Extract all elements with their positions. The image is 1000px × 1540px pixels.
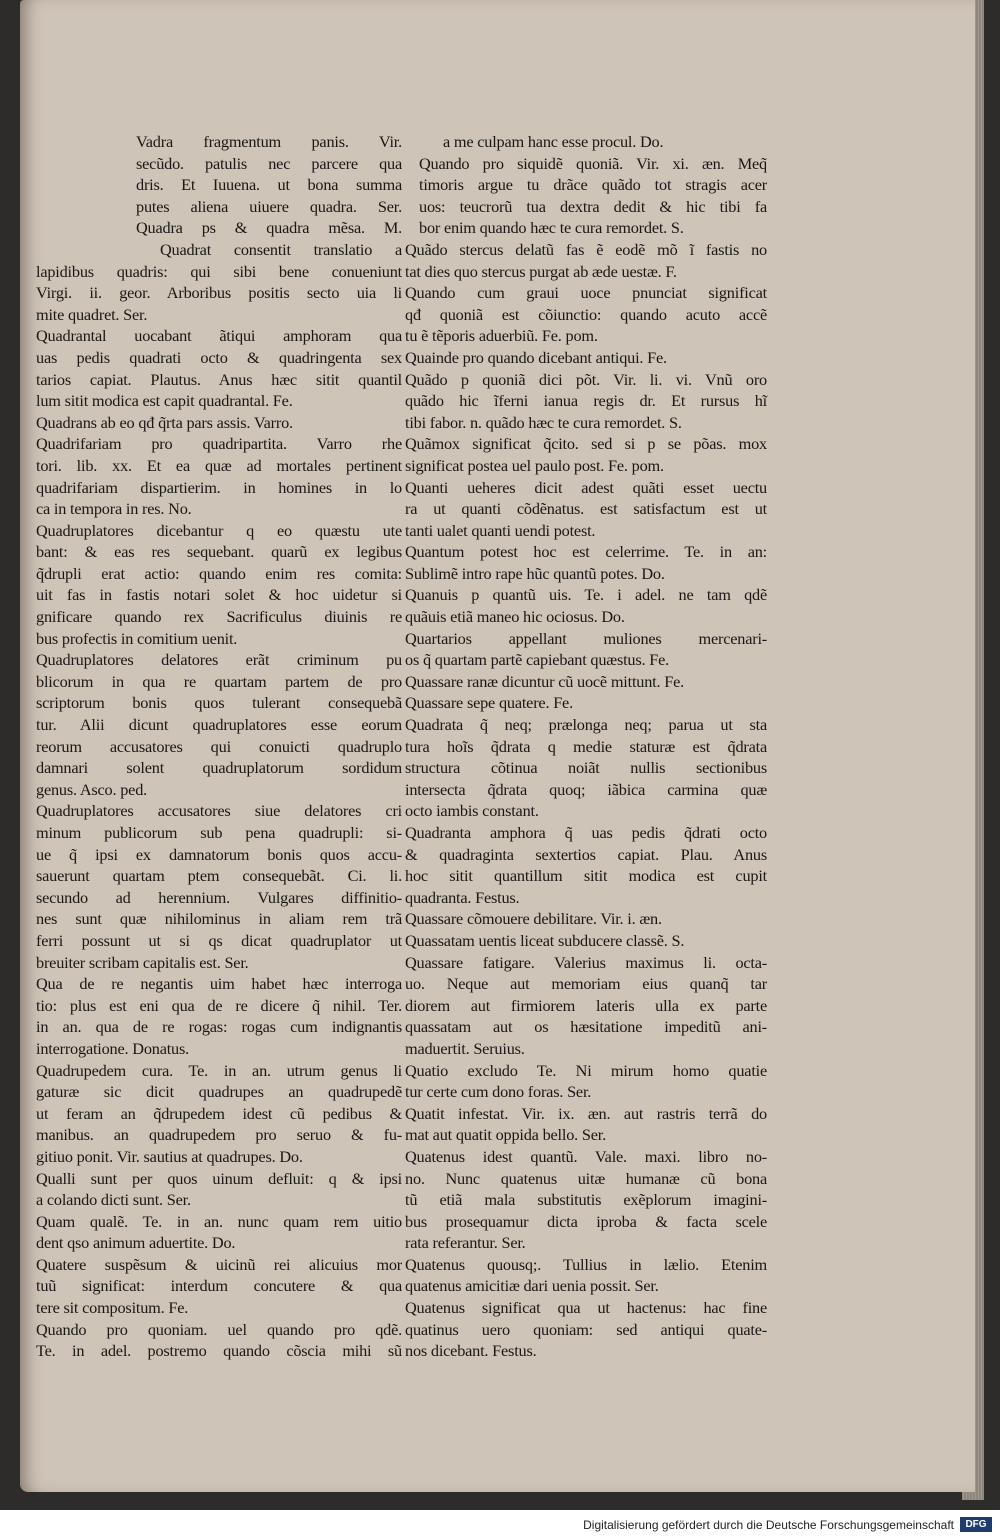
text-line: nos dicebant. Festus. [405,1341,537,1361]
text-line: scriptorum bonis quos tulerant consequebã [36,693,402,713]
text-line: Quadra ps & quadra mẽsa. M. [136,218,402,238]
text-line: bant: & eas res sequebant. quarũ ex legibus [36,542,402,562]
text-line: timoris argue tu drãce quãdo tot stragis acer [419,175,767,195]
text-line: tu ẽ tẽporis aduerbiũ. Fe. pom. [405,326,598,346]
dfg-logo: DFG [960,1517,992,1532]
text-line: ra ut quanti cõdẽnatus. est satisfactum est ut [405,499,767,519]
text-line: manibus. an quadrupedem pro seruo & fu- [36,1125,402,1145]
text-line: maduertit. Seruius. [405,1038,525,1058]
text-line: secundo ad herennium. Vulgares diffinitio- [36,887,402,907]
text-line: damnari solent quadruplatorum sordidum [36,758,402,778]
footer-credit: Digitalisierung gefördert durch die Deutsche Forschungsgemeinschaft [583,1518,954,1532]
footer-bar [0,1510,1000,1540]
text-line: Sublimẽ intro rape hũc quantũ potes. Do. [405,563,665,583]
text-line: dent qso animum aduertite. Do. [36,1233,236,1253]
text-line: tere sit compositum. Fe. [36,1298,189,1318]
text-line: Quando cum graui uoce pnunciat significat [405,283,767,303]
text-line: qđ quoniã est cõiunctio: quando acuto accẽ [405,304,767,324]
text-line: tur. Alii dicunt quadruplatores esse eorum [36,715,402,735]
text-line: Quadruplatores delatores erãt criminum pu [36,650,402,670]
text-line: genus. Asco. ped. [36,779,148,799]
text-line: secũdo. patulis nec parcere qua [136,153,402,173]
text-line: gnificare quando rex Sacrificulus diuinis re [36,607,402,627]
text-line: os q̃ quartam partẽ capiebant quæstus. Fe. [405,650,669,670]
text-line: tio: plus est eni qua de re dicere q̃ nihil. Ter. [36,995,402,1015]
text-line: uas pedis quadrati octo & quadringenta sex [36,347,402,367]
text-line: Quatere suspẽsum & uicinũ rei alicuius mor [36,1254,402,1274]
text-line: Quadruplatores dicebantur q eo quæstu ute [36,520,402,540]
text-line: tuũ significat: interdum concutere & qua [36,1276,402,1296]
text-line: quadrifariam dispartierim. in homines in lo [36,477,402,497]
text-line: Quando pro quoniam. uel quando pro qdẽ. [36,1319,402,1339]
text-line: Quassare fatigare. Valerius maximus li. octa- [405,952,767,972]
text-line: tur certe cum dono foras. Ser. [405,1082,592,1102]
text-line: rata referantur. Ser. [405,1233,526,1253]
text-line: diorem aut firmiorem lateris ulla ex parte [405,995,767,1015]
text-line: Quadrans ab eo qđ q̃rta pars assis. Varro. [36,412,293,432]
text-line: Quadrantal uocabant ãtiqui amphoram qua [36,326,402,346]
text-line: no. Nunc quatenus uitæ humanæ cũ bona [405,1168,767,1188]
text-line: Quassatam uentis liceat subducere classẽ. S. [405,930,685,950]
text-line: a colando dicti sunt. Ser. [36,1190,191,1210]
text-line: octo iambis constant. [405,801,539,821]
text-line: ca in tempora in res. No. [36,499,192,519]
text-line: lapidibus quadris: qui sibi bene conueniunt [36,261,402,281]
text-line: tori. lib. xx. Et ea quæ ad mortales pertinent [36,455,402,475]
text-line: Quassare ranæ dicuntur cũ uocẽ mittunt. Fe. [405,671,684,691]
text-line: putes aliena uiuere quadra. Ser. [136,196,402,216]
text-line: Qua de re negantis uim habet hæc interroga [36,974,402,994]
text-line: Quanuis p quantũ uis. Te. i adel. ne tam qdẽ [405,585,767,605]
text-line: Quadrata q̃ neq; prælonga neq; parua ut sta [405,715,767,735]
text-line: ue q̃ ipsi ex damnatorum bonis quos accu- [36,844,402,864]
text-line: quassatam aut os hæsitatione impeditũ ani- [405,1017,767,1037]
text-line: tat dies quo stercus purgat ab æde uestæ. F. [405,261,677,281]
right-column [405,131,767,1362]
text-line: blicorum in qua re quartam partem de pro [36,671,402,691]
text-line: significat postea uel paulo post. Fe. pom. [405,455,664,475]
text-line: tibi fabor. n. quãdo hæc te cura remordet. S. [405,412,682,432]
text-line: ut feram an q̃drupedem idest cũ pedibus & [36,1103,402,1123]
text-line: Quassare cõmouere debilitare. Vir. i. æn. [405,909,662,929]
text-line: dris. Et Iuuena. ut bona summa [136,175,402,195]
text-line: q̃drupli erat actio: quando enim res comita: [36,563,402,583]
text-line: Quanti ueheres dicit adest quãti esset uectu [405,477,767,497]
text-line: sauerunt quartam ptem consequebãt. Ci. li. [36,866,402,886]
text-line: Quãdo stercus delatũ fas ẽ eodẽ mõ ĩ fastis no [405,239,767,259]
text-line: Qualli sunt per quos uinum defluit: q & ipsi [36,1168,402,1188]
text-line: quadranta. Festus. [405,887,520,907]
text-line: reorum accusatores qui conuicti quadruplo [36,736,402,756]
text-line: Quainde pro quando dicebant antiqui. Fe. [405,347,667,367]
text-line: quatinus uero quoniam: sed antiqui quate- [405,1319,767,1339]
text-line: Quantum potest hoc est celerrime. Te. in an: [405,542,767,562]
text-line: Quam qualẽ. Te. in an. nunc quam rem uitio [36,1211,402,1231]
text-line: Quatio excludo Te. Ni mirum homo quatie [405,1060,767,1080]
text-line: in an. qua de re rogas: rogas cum indignantis [36,1017,402,1037]
text-line: uo. Neque aut memoriam eius quanq̃ tar [405,974,767,994]
text-line: Quadruplatores accusatores siue delatores cri [36,801,402,821]
text-line: breuiter scribam capitalis est. Ser. [36,952,249,972]
text-line: Quatenus significat qua ut hactenus: hac fine [405,1298,767,1318]
text-line: quãuis etiã maneo hic ociosus. Do. [405,607,625,627]
text-line: tura hoĩs q̃drata q medie staturæ est q̃drata [405,736,767,756]
text-line: Quatenus quousq;. Tullius in lælio. Etenim [405,1254,767,1274]
text-line: Quartarios appellant muliones mercenari- [405,628,767,648]
text-line: mat aut quatit oppida bello. Ser. [405,1125,606,1145]
text-line: Quadrat consentit translatio a [160,239,402,259]
text-line: Quadranta amphora q̃ uas pedis q̃drati octo [405,823,767,842]
text-line: Vadra fragmentum panis. Vir. [136,132,402,151]
text-line: hoc sitit quantillum sitit modica est cupit [405,866,767,886]
text-line: structura cõtinua noiãt nullis sectionibus [405,758,767,778]
text-line: Quando pro siquidẽ quoniã. Vir. xi. æn. Meq̃ [419,153,767,173]
text-line: lum sitit modica est capit quadrantal. Fe. [36,391,293,411]
text-line: interrogatione. Donatus. [36,1038,189,1058]
text-line: bor enim quando hæc te cura remordet. S. [419,218,684,238]
text-line: ferri possunt ut si qs dicat quadruplator ut [36,930,402,950]
text-line: Quatenus idest quantũ. Vale. maxi. libro no- [405,1146,767,1166]
text-line: uos: teucrorũ tua dextra dedit & hic tibi fa [419,196,767,216]
text-line: bus prosequamur dicta iproba & facta scele [405,1211,767,1231]
text-line: gitiuo ponit. Vir. sautius at quadrupes. Do. [36,1146,303,1166]
text-line: minum publicorum sub pena quadrupli: si- [36,823,402,842]
text-line: & quadraginta sextertios capiat. Plau. Anus [405,844,767,864]
text-line: quãdo hic ĩferni ianua regis dr. Et rursus hĩ [405,391,767,411]
left-column [36,131,402,1362]
text-line: tũ etiã mala substitutis exẽplorum imagini- [405,1190,767,1210]
text-line: bus profectis in comitium uenit. [36,628,238,648]
text-line: Quãmox significat q̃cito. sed si p se põas. mox [405,434,767,454]
text-line: tarios capiat. Plautus. Anus hæc sitit quantil [36,369,402,389]
text-line: Quadrifariam pro quadripartita. Varro rhe [36,434,402,454]
text-line: a me culpam hanc esse procul. Do. [443,132,664,151]
text-line: quatenus amicitiæ dari uenia possit. Ser. [405,1276,659,1296]
text-line: Te. in adel. postremo quando cõscia mihi sũ [36,1341,402,1361]
text-line: Quassare sepe quatere. Fe. [405,693,573,713]
text-line: Virgi. ii. geor. Arboribus positis secto uia li [36,283,402,303]
text-line: gaturæ sic dicit quadrupes an quadrupedẽ [36,1082,402,1102]
text-line: uit fas in fastis notari solet & hoc uidetur si [36,585,402,605]
text-line: intersecta q̃drata quoq; iãbica carmina quæ [405,779,767,799]
text-line: Quatit infestat. Vir. ix. æn. aut rastris terrã do [405,1103,767,1123]
text-line: nes sunt quæ nihilominus in aliam rem trã [36,909,402,929]
text-line: Quãdo p quoniã dici põt. Vir. li. vi. Vnũ oro [405,369,767,389]
text-line: mite quadret. Ser. [36,304,148,324]
text-line: Quadrupedem cura. Te. in an. utrum genus li [36,1060,402,1080]
text-line: tanti ualet quanti uendi potest. [405,520,596,540]
